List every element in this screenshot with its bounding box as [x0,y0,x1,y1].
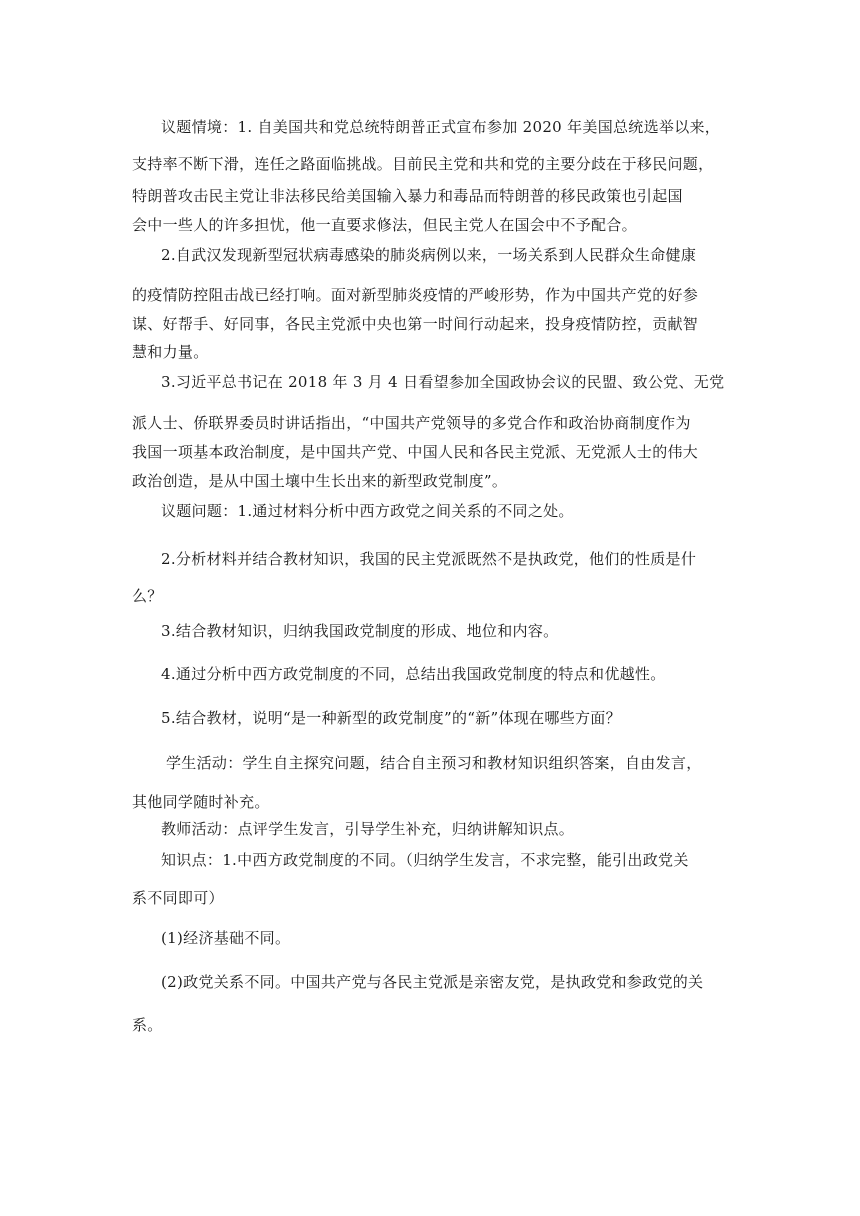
scenario-paragraph-3-line-4: 政治创造，是从中国土壤中生长出来的新型政党制度”。 [132,472,508,490]
question-2-line-1: 2.分析材料并结合教材知识，我国的民主党派既然不是执政党，他们的性质是什 [161,550,697,568]
scenario-paragraph-3-line-3: 我国一项基本政治制度，是中国共产党、中国人民和各民主党派、无党派人士的伟大 [132,443,699,461]
scenario-paragraph-2-line-1: 2.自武汉发现新型冠状病毒感染的肺炎病例以来，一场关系到人民群众生命健康 [161,246,697,264]
scenario-paragraph-1-line-4: 会中一些人的许多担忧，他一直要求修法，但民主党人在国会中不予配合。 [132,216,637,234]
student-activity-line-2: 其他同学随时补充。 [132,793,270,811]
teacher-activity: 教师活动：点评学生发言，引导学生补充，归纳讲解知识点。 [161,820,575,838]
scenario-paragraph-1-line-2: 支持率不断下滑，连任之路面临挑战。目前民主党和共和党的主要分歧在于移民问题， [132,155,714,173]
question-2-line-2: 么？ [132,587,163,605]
question-3: 3.结合教材知识，归纳我国政党制度的形成、地位和内容。 [161,622,559,640]
student-activity-line-1: 学生活动：学生自主探究问题，结合自主预习和教材知识组织答案，自由发言， [166,754,702,772]
scenario-paragraph-1-line-1: 议题情境：1. 自美国共和党总统特朗普正式宣布参加 2020 年美国总统选举以来， [161,118,721,136]
knowledge-item-2-line-1: (2)政党关系不同。中国共产党与各民主党派是亲密友党，是执政党和参政党的关 [161,973,704,991]
scenario-paragraph-3-line-2: 派人士、侨联界委员时讲话指出，“中国共产党领导的多党合作和政治协商制度作为 [132,414,691,432]
question-1: 议题问题：1.通过材料分析中西方政党之间关系的不同之处。 [161,502,574,520]
scenario-paragraph-2-line-4: 慧和力量。 [132,343,209,361]
knowledge-item-1: (1)经济基础不同。 [161,929,291,947]
scenario-paragraph-2-line-3: 谋、好帮手、好同事，各民主党派中央也第一时间行动起来，投身疫情防控，贡献智 [132,315,699,333]
scenario-paragraph-1-line-3: 特朗普攻击民主党让非法移民给美国输入暴力和毒品而特朗普的移民政策也引起国 [132,187,683,205]
question-4: 4.通过分析中西方政党制度的不同，总结出我国政党制度的特点和优越性。 [161,665,666,683]
scenario-paragraph-3-line-1: 3.习近平总书记在 2018 年 3 月 4 日看望参加全国政协会议的民盟、致公党、无党 [161,373,725,391]
scenario-paragraph-2-line-2: 的疫情防控阻击战已经打响。面对新型肺炎疫情的严峻形势，作为中国共产党的好参 [132,286,699,304]
knowledge-item-2-line-2: 系。 [132,1016,163,1034]
question-5: 5.结合教材，说明“是一种新型的政党制度”的“新”体现在哪些方面？ [161,709,621,727]
knowledge-line-2: 系不同即可） [132,889,224,907]
knowledge-line-1: 知识点：1.中西方政党制度的不同。（归纳学生发言，不求完整，能引出政党关 [161,851,689,869]
